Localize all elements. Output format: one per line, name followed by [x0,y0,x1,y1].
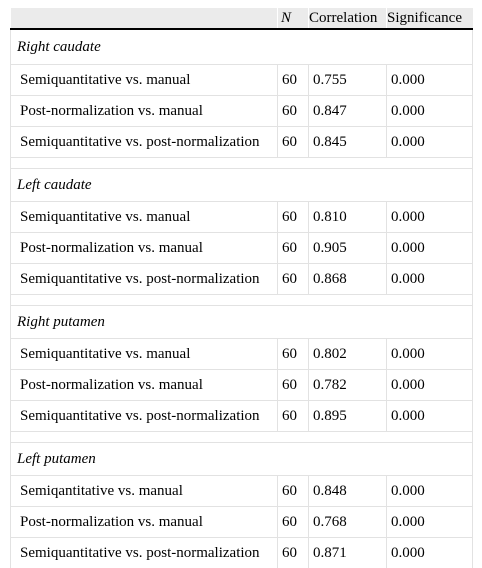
significance-value: 0.000 [387,538,473,568]
table-header [11,8,473,29]
comparison-label: Semiquantitative vs. post-normalization [11,538,278,568]
group-spacer [11,158,473,169]
significance-value: 0.000 [387,96,473,127]
significance-value: 0.000 [387,370,473,401]
correlation-value: 0.847 [309,96,387,127]
n-value: 60 [278,96,309,127]
table-row [11,233,473,264]
table-row [11,127,473,158]
group-title: Left putamen [11,443,473,476]
comparison-label: Semiquantitative vs. post-normalization [11,127,278,158]
table-row [11,507,473,538]
header-row [11,8,473,29]
significance-value: 0.000 [387,202,473,233]
comparison-label: Semiquantitative vs. manual [11,202,278,233]
comparison-label: Semiquantitative vs. post-normalization [11,264,278,295]
correlation-value: 0.755 [309,65,387,96]
spacer-cell [11,432,473,443]
group-row [11,169,473,202]
group-title: Right putamen [11,306,473,339]
group-row [11,29,473,65]
comparison-label: Semiqantitative vs. manual [11,476,278,507]
header-n: N [278,8,309,29]
header-label [11,8,278,29]
significance-value: 0.000 [387,65,473,96]
group-spacer [11,432,473,443]
correlation-value: 0.802 [309,339,387,370]
correlation-table [10,8,473,568]
significance-value: 0.000 [387,507,473,538]
group-title: Left caudate [11,169,473,202]
n-value: 60 [278,65,309,96]
significance-value: 0.000 [387,339,473,370]
group-row [11,306,473,339]
table-body [11,29,473,568]
table-row [11,538,473,568]
table-row [11,202,473,233]
correlation-value: 0.848 [309,476,387,507]
n-value: 60 [278,127,309,158]
table-row [11,401,473,432]
comparison-label: Post-normalization vs. manual [11,507,278,538]
correlation-value: 0.871 [309,538,387,568]
n-value: 60 [278,202,309,233]
significance-value: 0.000 [387,264,473,295]
header-correlation: Correlation [309,8,387,29]
comparison-label: Semiquantitative vs. manual [11,339,278,370]
n-value: 60 [278,507,309,538]
significance-value: 0.000 [387,233,473,264]
spacer-cell [11,158,473,169]
group-row [11,443,473,476]
correlation-value: 0.810 [309,202,387,233]
comparison-label: Post-normalization vs. manual [11,96,278,127]
n-value: 60 [278,264,309,295]
n-value: 60 [278,233,309,264]
comparison-label: Post-normalization vs. manual [11,370,278,401]
group-title: Right caudate [11,29,473,65]
table-row [11,264,473,295]
table-row [11,96,473,127]
comparison-label: Semiquantitative vs. post-normalization [11,401,278,432]
n-value: 60 [278,476,309,507]
correlation-value: 0.782 [309,370,387,401]
significance-value: 0.000 [387,476,473,507]
correlation-value: 0.868 [309,264,387,295]
comparison-label: Post-normalization vs. manual [11,233,278,264]
correlation-value: 0.768 [309,507,387,538]
table-row [11,476,473,507]
correlation-value: 0.905 [309,233,387,264]
correlation-value: 0.895 [309,401,387,432]
group-spacer [11,295,473,306]
significance-value: 0.000 [387,127,473,158]
n-value: 60 [278,538,309,568]
n-value: 60 [278,370,309,401]
n-value: 60 [278,339,309,370]
table-row [11,370,473,401]
comparison-label: Semiquantitative vs. manual [11,65,278,96]
spacer-cell [11,295,473,306]
header-significance: Significance [387,8,473,29]
n-value: 60 [278,401,309,432]
table-row [11,65,473,96]
correlation-value: 0.845 [309,127,387,158]
significance-value: 0.000 [387,401,473,432]
table-row [11,339,473,370]
